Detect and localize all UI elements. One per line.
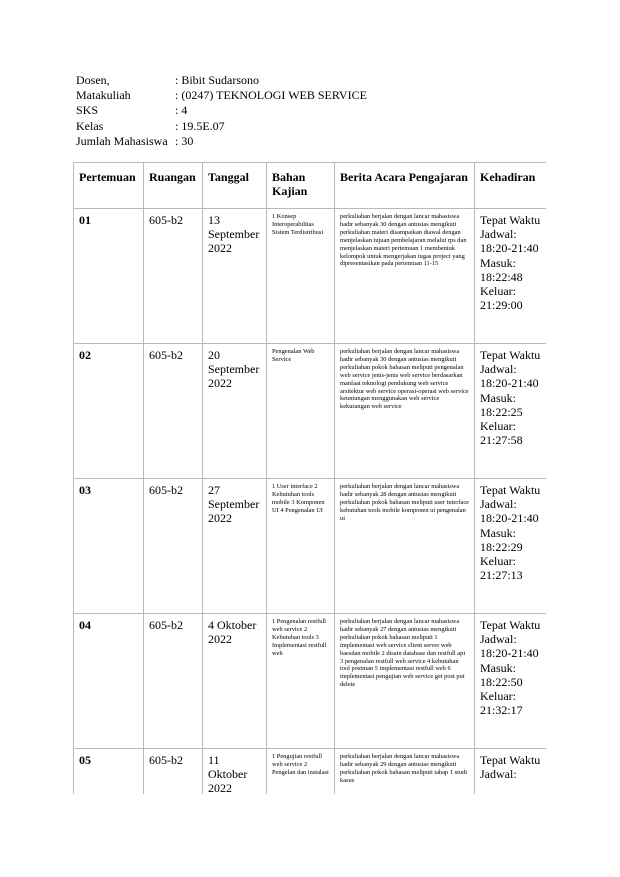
- col-header-pertemuan: Pertemuan: [74, 163, 144, 209]
- cell-pertemuan: 05: [74, 749, 144, 795]
- col-header-tanggal: Tanggal: [203, 163, 267, 209]
- cell-bahan-kajian: Pengenalan Web Service: [267, 344, 335, 479]
- cell-tanggal: 20 September 2022: [203, 344, 267, 479]
- matakuliah-value: : (0247) TEKNOLOGI WEB SERVICE: [175, 88, 367, 103]
- cell-pertemuan: 03: [74, 479, 144, 614]
- cell-ruangan: 605-b2: [144, 209, 203, 344]
- sks-value: : 4: [175, 103, 188, 118]
- cell-berita-acara: perkuliahan berjalan dengan lancar mahasiswa hadir sebanyak 30 dengan antusias mengikuti perkuliahan pokok bahasan meliputi pengenalan web service jenis-jenis web service berdasarkan manfaat teknologi pendukung web service arsitektur web service operasi-operasi web service keuntungan menggunakan web service kekurangan web service: [335, 344, 475, 479]
- sks-label: SKS: [76, 103, 99, 118]
- cell-berita-acara: perkuliahan berjalan dengan lancar mahasiswa hadir sebanyak 30 dengan antusias mengikuti perkuliahan materi disampaikan diawal dengan menjelaskan tujuan pembelajaran melalui rps dan menjelaskan materi pertemuan 1 membentuk kelompok untuk mengerjakan tugas project yang dipresentasikan pada pertemuan 11-15: [335, 209, 475, 344]
- cell-berita-acara: perkuliahan berjalan dengan lancar mahasiswa hadir sebanyak 29 dengan antusias mengikuti perkuliahan pokok bahasan meliputi tahap 1 studi kasus: [335, 749, 475, 795]
- dosen-label: Dosen,: [76, 73, 110, 87]
- cell-ruangan: 605-b2: [144, 749, 203, 795]
- attendance-table-frame: [73, 162, 546, 794]
- cell-bahan-kajian: 1 Pengujian restfull web service 2 Pengelan dan instalasi: [267, 749, 335, 795]
- jumlah-label: Jumlah Mahasiswa: [76, 133, 168, 148]
- info-row-matakuliah: [76, 88, 367, 103]
- table-row: [74, 749, 547, 795]
- cell-ruangan: 605-b2: [144, 344, 203, 479]
- cell-kehadiran: Tepat Waktu Jadwal: 18:20-21:40 Masuk: 18:22:29 Keluar: 21:27:13: [475, 479, 547, 614]
- cell-tanggal: 11 Oktober 2022: [203, 749, 267, 795]
- cell-bahan-kajian: 1 Konsep Interoperabilitas Sistem Terdistribusi: [267, 209, 335, 344]
- jumlah-value: : 30: [175, 133, 194, 148]
- cell-pertemuan: 02: [74, 344, 144, 479]
- table-row: [74, 614, 547, 749]
- cell-kehadiran: Tepat Waktu Jadwal: 18:20-21:40 Masuk: 18:22:50 Keluar: 21:32:17: [475, 614, 547, 749]
- matakuliah-label: Matakuliah: [76, 88, 131, 103]
- cell-tanggal: 27 September 2022: [203, 479, 267, 614]
- kelas-value: : 19.5E.07: [175, 118, 225, 133]
- info-row-dosen: [76, 73, 367, 88]
- info-row-kelas: [76, 119, 367, 134]
- table-row: [74, 209, 547, 344]
- cell-berita-acara: perkuliahan berjalan dengan lancar mahasiswa hadir sebanyak 28 dengan antusias mengikuti perkuliahan pokok bahasan meliputi user interface kebutuhan tools mobile komponen ui pengenalan ui: [335, 479, 475, 614]
- cell-ruangan: 605-b2: [144, 614, 203, 749]
- info-row-jumlah: [76, 134, 367, 149]
- col-header-berita-acara: Berita Acara Pengajaran: [335, 163, 475, 209]
- col-header-kehadiran: Kehadiran: [475, 163, 547, 209]
- dosen-value: : Bibit Sudarsono: [175, 73, 260, 87]
- table-row: [74, 344, 547, 479]
- cell-bahan-kajian: 1 Pengenalan restfull web service 2 Kebutuhan tools 3 Implementasi restfull web: [267, 614, 335, 749]
- cell-tanggal: 13 September 2022: [203, 209, 267, 344]
- info-row-sks: [76, 103, 367, 118]
- attendance-table: [73, 162, 546, 794]
- kelas-label: Kelas: [76, 118, 104, 133]
- cell-kehadiran: Tepat Waktu Jadwal: 18:20-21:40 Masuk: 18:22:48 Keluar: 21:29:00: [475, 209, 547, 344]
- table-row: [74, 479, 547, 614]
- cell-kehadiran: Tepat Waktu Jadwal:: [475, 749, 547, 795]
- col-header-ruangan: Ruangan: [144, 163, 203, 209]
- cell-ruangan: 605-b2: [144, 479, 203, 614]
- course-info: [76, 73, 367, 149]
- cell-berita-acara: perkuliahan berjalan dengan lancar mahasiswa hadir sebanyak 27 dengan antusias mengikuti perkuliahan pokok bahasan meliputi 1 implementasi web service client server web baesdan mobile 2 disain database dan restfull api 3 pengenalan restfull web service 4 kebutuhan tool postman 5 implementasi restfull web 6 implementasi pengujian web service get post put delete: [335, 614, 475, 749]
- cell-kehadiran: Tepat Waktu Jadwal: 18:20-21:40 Masuk: 18:22:25 Keluar: 21:27:58: [475, 344, 547, 479]
- col-header-bahan-kajian: Bahan Kajian: [267, 163, 335, 209]
- cell-bahan-kajian: 1 User interface 2 Kebutuhan tools mobile 3 Komponen UI 4 Pengenalan UI: [267, 479, 335, 614]
- table-header-row: [74, 163, 547, 209]
- cell-pertemuan: 01: [74, 209, 144, 344]
- cell-tanggal: 4 Oktober 2022: [203, 614, 267, 749]
- cell-pertemuan: 04: [74, 614, 144, 749]
